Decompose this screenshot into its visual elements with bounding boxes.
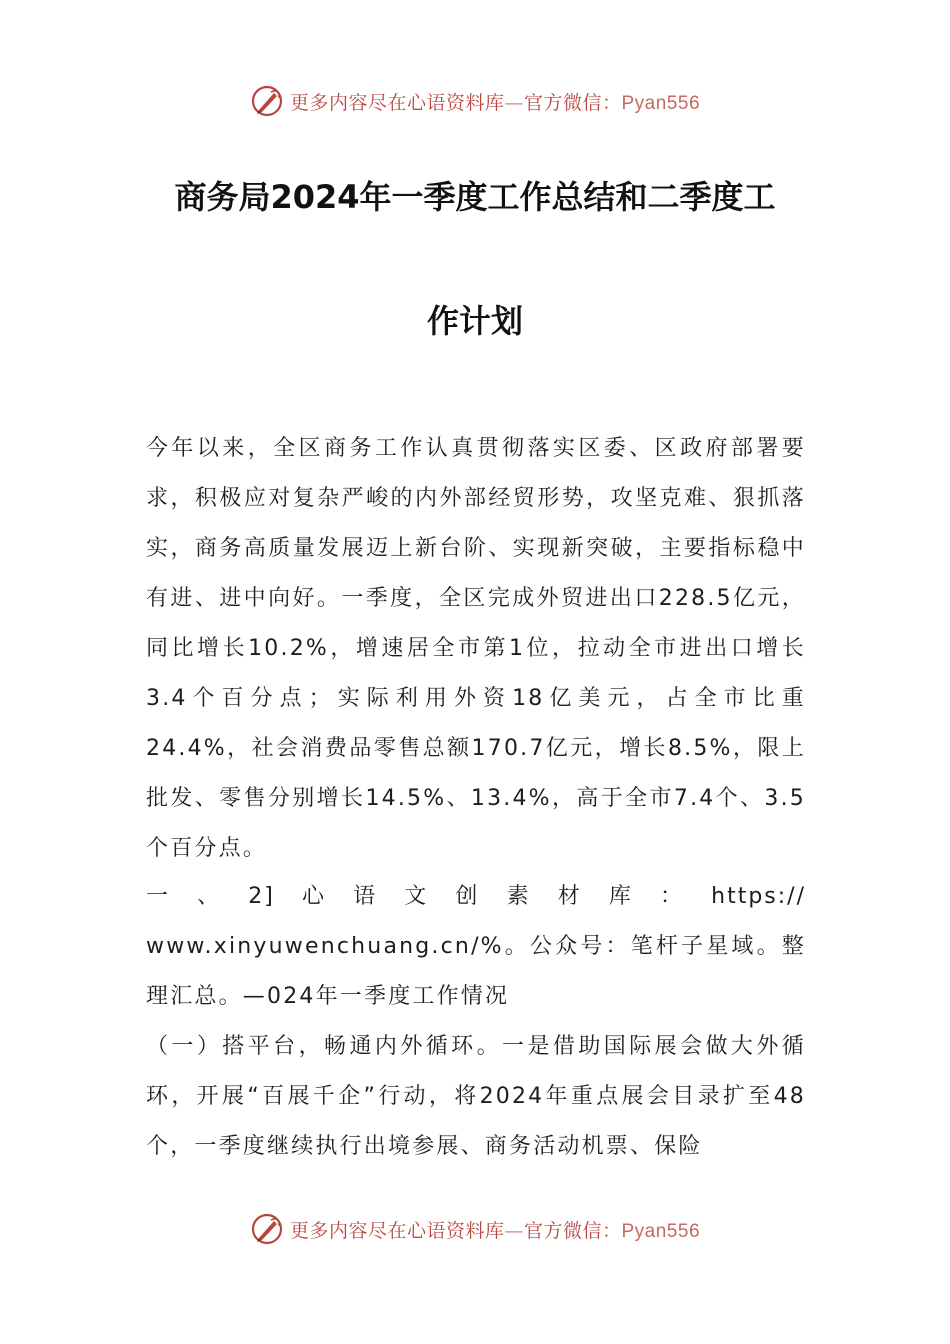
watermark-footer: [0, 1212, 950, 1246]
quill-pen-logo-icon: [250, 1212, 284, 1246]
watermark-text: 更多内容尽在心语资料库—官方微信：Pyan556: [289, 91, 701, 114]
watermark-id: Pyan556: [621, 1220, 701, 1242]
quill-pen-logo-icon: [250, 84, 284, 118]
paragraph-platform: （一）搭平台，畅通内外循环。一是借助国际展会做大外循环，开展“百展千企”行动，将2024年重点展会目录扩至48个，一季度继续执行出境参展、商务活动机票、保险: [146, 1034, 806, 1159]
paragraph-intro: 今年以来，全区商务工作认真贯彻落实区委、区政府部署要求，积极应对复杂严峻的内外部经贸形势，攻坚克难、狠抓落实，商务高质量发展迈上新台阶、实现新突破，主要指标稳中有进、进中向好。一季度，全区完成外贸进出口228.5亿元，同比增长10.2%，增速居全市第1位，拉动全市进出口增长3.4个百分点；实际利用外资18亿美元，占全市比重24.4%，社会消费品零售总额170.7亿元，增长8.5%，限上批发、零售分别增长14.5%、13.4%，高于全市7.4个、3.5个百分点。: [146, 436, 806, 861]
watermark-header: [0, 84, 950, 118]
paragraph-section-heading: [146, 872, 806, 1022]
document-title-continued: 作计划: [426, 302, 523, 340]
section-heading-rest: www.xinyuwenchuang.cn/%。公众号：笔杆子星域。整理汇总。—024年一季度工作情况: [146, 934, 806, 1009]
watermark-id: Pyan556: [621, 92, 701, 114]
section-heading-spread-line: 一、2]心语文创素材库：https://: [146, 884, 806, 909]
document-title: 商务局2024年一季度工作总结和二季度工: [174, 178, 776, 216]
watermark-text: 更多内容尽在心语资料库—官方微信：Pyan556: [289, 1219, 701, 1242]
